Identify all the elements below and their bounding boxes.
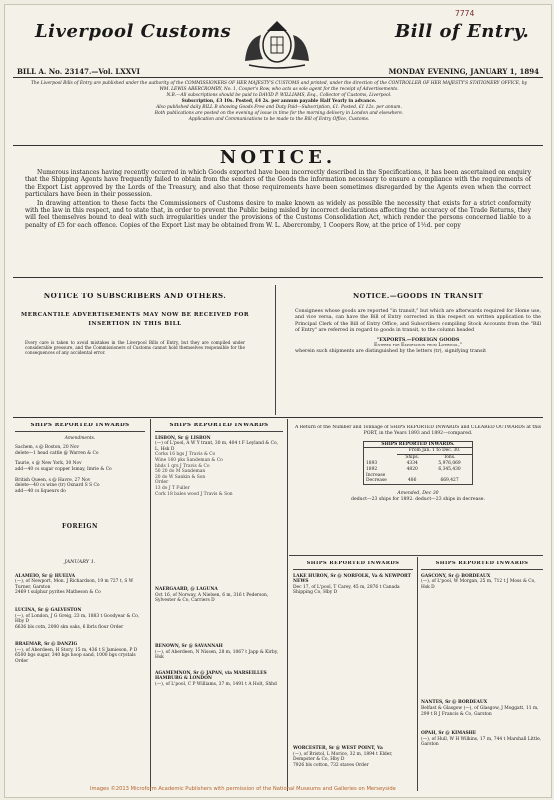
- section-title: SHIPS REPORTED INWARDS: [421, 561, 543, 570]
- notice-paragraph: Numerous instances having recently occurred in which Goods exported have been incorrectly described in the Specifications, it has been ascertained on enquiry that the Shipping Agents have frequently failed to obtain from the senders of the Goods the information necessary to ensure a compliance with the requirements of the Export List approved by the Lords of the Treasury, and also that those requirements have been sometimes disregarded by the Agents even when the correct particulars have been in their possession.: [25, 169, 531, 199]
- bill-number: BILL A. No. 23147.—Vol. LXXVI: [17, 67, 140, 76]
- ship-block-detail: (—) of L'pool, A W Y trant, 30 m, 404 t F Leyland & Co, L, Hsk D: [155, 441, 278, 452]
- cargo-line: 20 do W Sankin & Son: [155, 474, 206, 480]
- arrival-entry: [15, 574, 145, 596]
- arrival-entry: [15, 608, 145, 630]
- ship-block-title: LAKE HURON, Sr @ NORFOLK, Va & NEWPORT NEWS: [293, 573, 411, 585]
- ship-block-title: NANTES, Sr @ BORDEAUX: [421, 700, 488, 706]
- ships-inwards-lower-b: [421, 561, 543, 791]
- decrease-ships: 486: [408, 478, 417, 484]
- column-divider: [275, 285, 276, 415]
- ship-block-detail: (—), of Hull, W H Wilkins, 17 m, 744 t Marshall Little, Garston: [421, 736, 542, 748]
- cargo-line: 50 20 do M Sandeman: [155, 469, 206, 475]
- arrival-cargo: 6636 bls cotn, 2000 skn oaks, 6 lbrls flour Order: [15, 624, 124, 630]
- foreign-heading: FOREIGN: [62, 523, 98, 531]
- returns-section: [293, 425, 543, 555]
- ships-inwards-lower-a: [293, 561, 413, 791]
- arrival-ship: BRAEMAR, Sr @ DANZIG: [15, 642, 78, 648]
- cargo-line: Cork 18 bales wood J Travis & Son: [155, 491, 233, 497]
- arrival-detail: (—), of Aberdeen, H Story, 15 m, 436 t S Jamieson, P D: [15, 647, 138, 653]
- ship-block-title: AGAMEMNON, Sr @ JAPAN, via MARSEILLES HAMBURG & LONDON: [155, 670, 267, 682]
- row-ships: 4334: [406, 460, 418, 466]
- row-ships: 4820: [406, 466, 418, 472]
- care-note: Every care is taken to avoid mistakes in the Liverpool Bills of Entry, but they are compiled under considerable pressure, and the Commissioners of Customs cannot hold themselves responsible for the consequences of any accidental error.: [25, 339, 245, 356]
- subscribers-line: MERCANTILE ADVERTISEMENTS MAY NOW BE RECEIVED FOR: [21, 311, 249, 318]
- returns-table: [363, 441, 473, 486]
- decrease-label: Decrease: [366, 478, 387, 484]
- title-left: Liverpool Customs: [35, 21, 232, 42]
- bill-number-row: [17, 67, 539, 76]
- ship-block-detail: (—), of L'pool, W Morgan, 25 m, 712 t J Moss & Co, Hsk D: [421, 579, 536, 590]
- subscribers-line: INSERTION IN THIS BILL: [88, 321, 182, 328]
- section-title: SHIPS REPORTED INWARDS: [293, 561, 413, 570]
- amendment-line: Taurie, s @ New York, 30 Nov: [15, 461, 82, 467]
- ship-block-detail: Dec 17, of L'pool, T Carey, 45 m, 2876 t Canada Shipping Co, Hby D: [293, 584, 400, 596]
- ship-block-title: GASCONY, Sr @ BORDEAUX: [421, 573, 491, 579]
- ship-block-detail: (—), of L'pool, C P Williams, 37 m, 1491 t A Holt, Shhd: [155, 681, 277, 687]
- ship-block-title: OPAH, Sr @ KIMASHE: [421, 731, 477, 737]
- cargo-line: Order: [155, 480, 169, 486]
- amended-label: Amended, Dec 30: [397, 491, 439, 497]
- returns-sub: From Jan. 1 to Dec. 30.: [397, 448, 472, 455]
- transit-exports: "EXPORTS.—FOREIGN GOODS: [376, 337, 460, 344]
- transit-notice: [295, 293, 541, 411]
- intro-line: Subscription, £3 10s. Posted, £4 2s. per annum payable Half Yearly in advance.: [181, 99, 377, 104]
- row-year: 1892: [366, 466, 378, 472]
- arrival-detail: (—), of London, J G Greig, 23 m, 1883 t Goodyear & Co, Hby D: [15, 613, 140, 625]
- transit-entered: Entered for Exportation from Liverpool,": [373, 343, 463, 349]
- intro-line: Both publications are posted on the evening of issue in time for the morning delivery in London and elsewhere.: [154, 111, 404, 116]
- date-heading: JANUARY 1.: [64, 558, 96, 565]
- cargo-line: 13 do J T Fuller: [155, 485, 190, 491]
- amendment-line: add—40 cs sugar copper Ismay, Imrie & Co: [15, 466, 112, 472]
- amended-note: deduct—23 ships for 1892. deduct—23 ships in decrease.: [351, 496, 485, 502]
- subscribers-notice: [15, 293, 255, 413]
- amendment-line: add—40 cs liqueurs do: [15, 488, 66, 494]
- archive-stamp: 7774: [455, 9, 475, 18]
- transit-title: NOTICE.—GOODS IN TRANSIT: [352, 293, 484, 300]
- ship-block-detail: (—), of Aberdeen, N Nissen, 28 m, 1067 t Japp & Kirby, Hsk: [155, 649, 279, 661]
- image-credit: Images ©2013 Microform Academic Publishers with permission of the National Museums and Galleries on Merseyside: [90, 786, 396, 792]
- arrival-detail: (—), of Newport, Mon. J Richardson, 19 m 727 t, S W Turner, Garston: [15, 579, 134, 590]
- intro-line: The Liverpool Bills of Entry are published under the authority of the COMMISSIONERS OF HER MAJESTY'S CUSTOMS and printed, under the direction of the CONTROLLER OF HER MAJESTY'S STATIONERY OFFICE, by WM. LEWIS ABERCROMBY, No. 1, Cooper's Row, who acts as sole agent for the receipt of Advertisements.: [30, 81, 528, 92]
- col-head-ships: Ships.: [405, 455, 420, 461]
- notice-body: [25, 169, 531, 230]
- intro-line: Also published daily BILL B showing Goods Free and Duty Paid—Subscription, £1. Posted, £1 12s. per annum.: [156, 105, 402, 110]
- transit-tail: wherein such shipments are distinguished by the letters (tr), signifying transit: [295, 349, 487, 355]
- amendment-line: delete—1 head cattle @ Warren & Co: [15, 450, 99, 456]
- bill-of-entry-page: [4, 4, 552, 798]
- intro-line: Application and Communications to be made to the Bill of Entry Office, Customs.: [188, 117, 370, 122]
- ships-inwards-middle: [155, 423, 283, 791]
- amendment-line: Sachem, s @ Boston, 20 Nov: [15, 445, 79, 451]
- col-head-tons: Tons.: [443, 455, 456, 461]
- column-divider: [417, 557, 418, 791]
- ship-block-cargo: 7926 bls cotton, 732 staves Order: [293, 762, 369, 768]
- cargo-line: Corks 16 bgs J Travis & Co: [155, 452, 216, 458]
- row-tons: 6,345,430: [438, 466, 461, 472]
- amendment-line: delete—40 cs wine (tr) Oxnard S S Co: [15, 483, 100, 489]
- arrival-cargo: 6500 bgs sugar, 340 bgs hoop sand, 1000 bgs crystals Order: [15, 653, 136, 665]
- column-divider: [287, 419, 288, 791]
- section-title: SHIPS REPORTED INWARDS: [155, 423, 283, 432]
- amendments-label: Amendments.: [64, 435, 96, 441]
- notice-heading: NOTICE.: [219, 147, 337, 168]
- divider: [13, 277, 543, 278]
- intro-line: N.B.—All subscriptions should be paid to DAVID P. WILLIAMS, Esq., Collector of Customs, Liverpool.: [166, 93, 392, 98]
- cargo-line: Wine 160 pks Sandeman & Co: [155, 457, 223, 463]
- returns-title: A Return of the Number and Tonnage of SHIPS REPORTED INWARDS and CLEARED OUTWARDS at this PORT, in the Years 1893 and 1892—compared.: [294, 425, 542, 436]
- notice-paragraph: In drawing attention to these facts the Commissioners of Customs desire to make known as widely as possible the necessity that exists for a strict conformity with the law in this respect, and to state that, in order to prevent the Public being misled by incorrect declarations affecting the accuracy of the Trade Returns, they will feel themselves bound to deal with such irregularities under the provisions of the Customs Consolidation Act, which render the persons concerned liable to a penalty of £5 for each offence. Copies of the Export List may be obtained from W. L. Abercromby, 1 Coopers Row, at the price of 1½d. per copy: [25, 199, 531, 229]
- ship-block-title: WORCESTER, Sr @ WEST POINT, Va: [293, 745, 383, 751]
- ship-block-title: LISBON, Sr @ LISBON: [155, 435, 211, 441]
- divider: [13, 145, 543, 146]
- arrival-cargo: 2469 t sulphur pyrites Matheson & Co: [15, 590, 101, 596]
- row-year: 1893: [366, 460, 378, 466]
- decrease-tons: 669,427: [440, 478, 459, 484]
- ships-inwards-left: [15, 423, 145, 793]
- ship-block-detail: (—), of Bristol, L Morice, 32 m, 1894 t Elder, Dempster & Co, Hby D: [293, 751, 393, 763]
- section-title: SHIPS REPORTED INWARDS: [15, 423, 145, 432]
- divider: [13, 77, 543, 78]
- divider: [13, 417, 543, 418]
- amendment-line: British Queen, s @ Havre, 27 Nov: [15, 477, 91, 483]
- row-tons: 5,976,069: [438, 460, 461, 466]
- divider: [289, 555, 543, 556]
- royal-crest-icon: [227, 11, 327, 71]
- ship-block-detail: Belfast & Glasgow (—), of Glasgow, J Moggatt, 11 m, 299 t R J Francis & Co, Garston: [421, 705, 539, 717]
- cargo-line: hhds 1 qrs J Travis & Co: [155, 463, 210, 469]
- increase-label: Increase: [366, 472, 386, 478]
- arrival-entry: [15, 642, 145, 664]
- ship-block-title: NAERGAARD, @ LAGUNA: [155, 587, 218, 593]
- arrival-ship: ALAMEIO, Sr @ HUELVA: [15, 573, 76, 579]
- issue-date: MONDAY EVENING, JANUARY 1, 1894: [388, 67, 539, 76]
- transit-body: Consignees whose goods are reported "in transit," but which are afterwards required for Home use, and vice versa, can have the Bill of Entry corrected in this respect on written application to the Principal Clerk of the Bill of Entry Office, and Subscribers compiling Stock Accounts from the "Bill of Entry" are referred in regard to goods in transit, to the column headed: [295, 309, 541, 333]
- title-right: Bill of Entry.: [395, 21, 530, 42]
- arrival-ship: LUCINA, Sr @ GALVESTON: [15, 607, 82, 613]
- returns-header: SHIPS REPORTED INWARDS.: [364, 441, 473, 448]
- ship-block-detail: Oct 16, of Norway, A Nielsen, 6 m, 316 t Pederson, Sylvester & Co, Carriers D: [155, 592, 269, 604]
- ship-block-title: RENOWN, Sr @ SAVANNAH: [155, 643, 223, 649]
- column-divider: [150, 419, 151, 791]
- publication-intro: [29, 81, 529, 123]
- subscribers-title: NOTICE TO SUBSCRIBERS AND OTHERS.: [43, 293, 227, 300]
